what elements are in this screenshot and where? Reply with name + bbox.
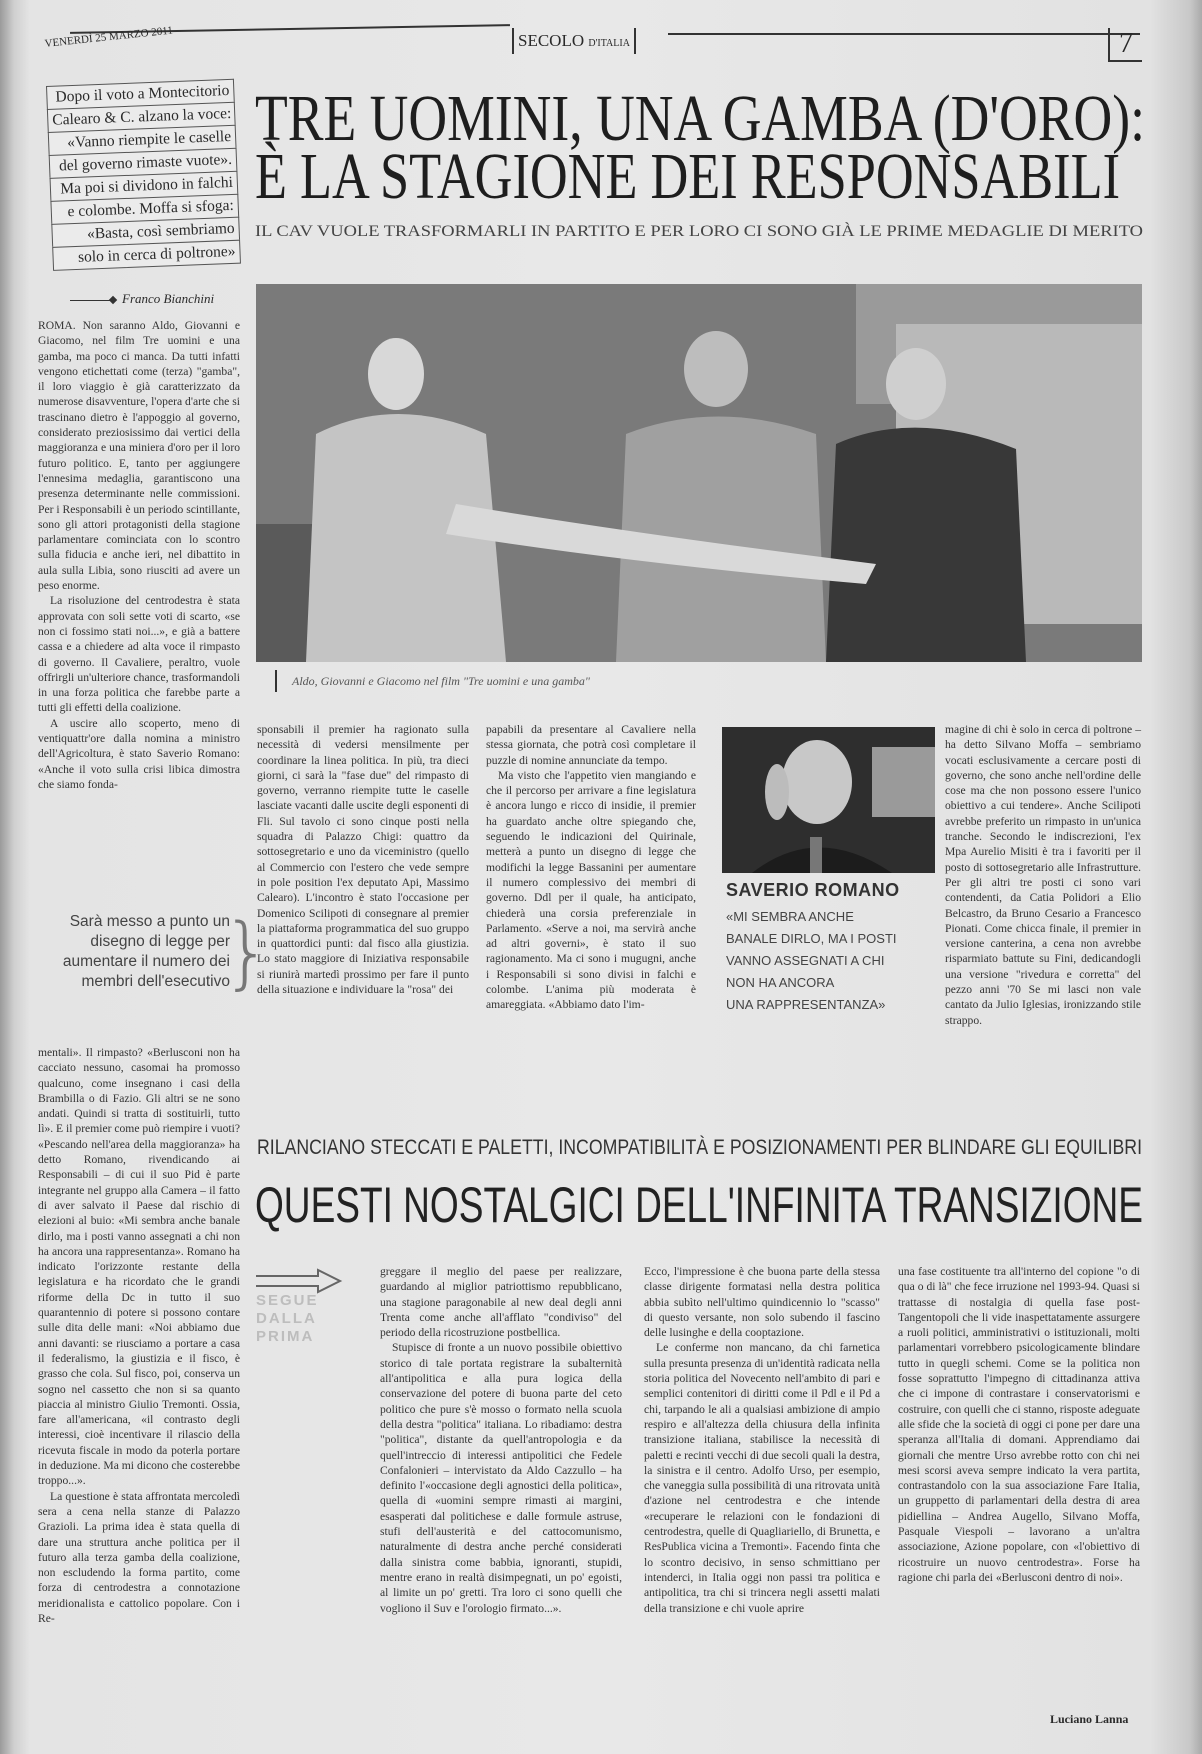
paragraph: A uscire allo scoperto, meno di ventiquattr'ore dalla nomina a ministro dell'Agricoltura, è stato Saverio Romano: «Anche il voto sulla crisi libica dimostra che siamo fonda-	[38, 716, 240, 791]
segue-line: PRIMA	[256, 1328, 315, 1345]
article2-column-3	[898, 1264, 1140, 1709]
sidebar-name: SAVERIO ROMANO	[726, 880, 900, 900]
strap-line: del governo rimaste vuote».	[49, 148, 238, 178]
paragraph: sponsabili il premier ha ragionato sulla necessità di vedersi mensilmente per coordinare la linea politica. In più, tra dieci giorni, ci sarà la "fase due" del rimpasto di governo, verranno riempite tutte le caselle lasciate vacanti dalle uscite degli esponenti di Fli. Sul tavolo ci sono cinque posti nella squadra di Palazzo Chigi: quattro da sottosegretario e uno da viceministro (quello al Commercio con l'estero che vede sempre in pole position l'ex deputato Api, Massimo Calearo). L'incontro è stato l'occasione per Domenico Scilipoti di consegnare al premier la piattaforma programmatica del suo gruppo in quattordici punti: dal fisco alla giustizia. Lo stato maggiore di Iniziativa responsabile si riunirà martedì prossimo per fare il punto della situazione e individuare la "rosa" dei	[257, 723, 469, 997]
sidebar-quote-line: «MI SEMBRA ANCHE	[726, 909, 854, 924]
sidebar-quote-line: NON HA ANCORA	[726, 975, 835, 990]
article2-author: Luciano Lanna	[1050, 1712, 1129, 1726]
article-column-3	[486, 722, 696, 1072]
paragraph: Le conferme non mancano, da chi farnetica sulla presunta presenza di un'identità radicata nella storia politica del Novecento nell'ambito di pari e semplici contenitori di diritti come il Pdl e il Pd a chi, tarpando le ali a qualsiasi ambizione di ampio respiro e all'altezza della chiusura della infinita transizione italiana, stabilisce la necessità di paletti e recinti vecchi di due secoli quali la destra, la sinistra e il centro. Adolfo Urso, per esempio, che vaneggia sulla possibilità di una ritrovata unità d'azione nel centrodestra e che intende «recuperare le relazioni con le fondazioni di centrodestra, quelle di Quagliariello, di Brunetta, e ResPublica vicina a Tremonti». Facendo finta che lo scontro decisivo, in senso schmittiano per intenderci, in Italia oggi non passi tra politica e antipolitica, tra chi si trincera negli assetti malati della transizione e chi vuole aprire	[644, 1341, 880, 1615]
newspaper-name-suffix: D'ITALIA	[588, 38, 630, 49]
sidebar-quote-line: UNA RAPPRESENTANZA»	[726, 997, 886, 1012]
paragraph: La risoluzione del centrodestra è stata approvata con soli sette voti di scarto, «se non ci fossimo stati noi...», e già a battere cassa e a chiedere ad alta voce il rimpasto di governo. Il Cavaliere, peraltro, vuole offrirgli un'ulteriore chance, trasformandoli in una forza politica che farebbe parte a tutti gli effetti della coalizione.	[38, 594, 240, 715]
article-strap	[46, 79, 241, 271]
article-author: Franco Bianchini	[122, 291, 215, 306]
article2-column-2	[644, 1264, 880, 1724]
caption-rule	[275, 670, 277, 692]
paragraph: Ecco, l'impressione è che buona parte della stessa classe dirigente formatasi nella destra politica abbia subìto nell'ultimo quindicennio lo "scasso" di questo versante, non solo subendo il fascino delle lusinghe e della cooptazione.	[644, 1265, 880, 1340]
newspaper-name	[512, 28, 636, 54]
paragraph: La questione è stata affrontata mercoledì sera a cena nella stanze di Palazzo Grazioli. La prima idea è stata quella di dare una struttura anche politica per il futuro alla terza gamba della coalizione, non escludendo la forma partito, come forza di centrodestra a connotazione meridionalista e cattolico popolare. Con i Re-	[38, 1489, 240, 1625]
article-subtitle: IL CAV VUOLE TRASFORMARLI IN PARTITO E PER LORO CI SONO GIÀ LE PRIME MEDAGLIE DI MERITO	[255, 223, 1025, 240]
article-column-1-top	[38, 318, 240, 903]
saverio-romano-photo	[722, 727, 935, 873]
segue-line: SEGUE	[256, 1292, 319, 1309]
article-column-4	[945, 722, 1141, 1072]
diamond-icon	[109, 296, 117, 304]
portrait-illustration	[722, 727, 935, 873]
strap-line: e colombe. Moffa si sfoga:	[50, 194, 239, 224]
film-still-photo	[256, 284, 1142, 662]
brace-icon: }	[222, 908, 272, 998]
page-number: 7	[1108, 28, 1142, 62]
article-column-2	[257, 722, 469, 1072]
article-headline	[255, 80, 1150, 250]
byline-rule	[70, 300, 110, 301]
strap-line: solo in cerca di poltrone»	[52, 240, 241, 271]
article2-column-1	[380, 1264, 622, 1724]
article2-headline: QUESTI NOSTALGICI DELL'INFINITA TRANSIZIONE	[255, 1177, 1143, 1233]
strap-line: Ma poi si dividono in falchi	[50, 171, 239, 201]
strap-line: «Vanno riempite le caselle	[48, 125, 237, 155]
segue-line: DALLA	[256, 1310, 317, 1327]
paragraph: papabili da presentare al Cavaliere nella stessa giornata, che potrà così completare il puzzle di nomine annunciate da tempo.	[486, 723, 696, 767]
strap-line: Dopo il voto a Montecitorio	[46, 79, 235, 109]
strap-line: «Basta, così sembriamo	[51, 217, 240, 247]
sidebar-quote-line: VANNO ASSEGNATI A CHI	[726, 953, 885, 968]
three-men-photo-illustration	[256, 284, 1142, 662]
sidebar-quote	[726, 906, 936, 1016]
article2-kicker: RILANCIANO STECCATI E PALETTI, INCOMPATIBILITÀ E POSIZIONAMENTI PER BLINDARE GLI EQUILIBRI	[257, 1136, 1142, 1159]
sidebar-quote-line: BANALE DIRLO, MA I POSTI	[726, 931, 897, 946]
newspaper-name-main: SECOLO	[518, 31, 585, 50]
header-rule-right	[668, 33, 1140, 35]
paragraph: magine di chi è solo in cerca di poltrone – ha detto Silvano Moffa – sembriamo vocati esclusivamente a cercare posti di governo, che sono anche nell'ordine delle cose ma che non possono essere l'unico obiettivo a cui tendere». Anche Scilipoti avrebbe preferito un rimpasto in un'unica tranche. Secondo le indiscrezioni, l'ex Mpa Aurelio Misiti è tra i favoriti per il posto di sottosegretario alle Infrastrutture. Per gli altri tre posti ci sono vari contendenti, da Catia Polidori a Elio Belcastro, da Bruno Cesario a Francesco Pionati. Come chicca finale, il premier in versione canterina, a cena non avrebbe risparmiato battute su Fini, dedicandogli una versione "rivedura e corretta" del pezzo anni '70 Se mi lasci non vale cantato da Julio Iglesias, ironizzando stile strappo.	[945, 723, 1141, 1027]
headline-line-1: TRE UOMINI, UNA GAMBA (D'ORO):	[255, 82, 1145, 155]
strap-line: Calearo & C. alzano la voce:	[47, 102, 236, 132]
paragraph: Ma visto che l'appetito vien mangiando e che il percorso per arrivare a fine legislatura è ancora lungo e ricco di insidie, il premier ha guardato anche oltre spiegando che, seguendo le indicazioni del Quirinale, metterà a punto un disegno di legge che modifichi la legge Bassanini per aumentare il numero complessivo dei membri di governo. Ddl per il quale, ha anticipato, chiederà una corsia preferenziale in Parlamento. «Serve a noi, ma servirà anche ad altri governi», è stato il suo ragionamento. Ma ci sono i mugugni, anche i Responsabili si sono divisi in falchi e colombe. L'anima più moderata è amareggiata. «Abbiamo dato l'im-	[486, 768, 696, 1012]
headline-line-2: È LA STAGIONE DEI RESPONSABILI	[255, 140, 1120, 213]
paragraph: Stupisce di fronte a un nuovo possibile obiettivo storico di tale portata registrare la subalternità all'antipolitica e alla pura logica della conservazione del potere di buona parte del ceto politico che pure s'è mosso o formato nella scuola della destra "politica" italiana. Lo ribadiamo: destra "politica", distante da quell'antropologia e da quell'intreccio di interessi antipolitici che Fedele Confalonieri – intervistato da Aldo Cazzullo – ha definito l'«occasione degli agnostici della politica», quella di «uomini sempre rimasti ai margini, esasperati dal politichese e dalle formule astruse, stufi dell'austerità e del cattocomunismo, naturalmente di destra anche perché considerati dalla sinistra come babbia, ignoranti, stupidi, mentre erano in realtà disimpegnati, un po' egoisti, al limite un po' gretti. Tra loro ci sono quelli che vogliono il Suv e l'orologio firmato...».	[380, 1341, 622, 1615]
issue-date: VENERDÌ 25 MARZO 2011	[44, 24, 174, 50]
paragraph: mentali». Il rimpasto? «Berlusconi non ha cacciato nessuno, casomai ha promosso qualcuno, come insegnano i casi della Brambilla o di Fazio. Gli altri se ne sono andati. Quindi si tratta di sostituirli, tutto lì». E il premier come può riempire i vuoti? «Pescando nell'area della maggioranza» ha detto Romano, rivendicando ai Responsabili – di cui il suo Pid è parte integrante nel gruppo alla Camera – il fatto di aver salvato il Paese dal rischio di elezioni al buio: «Mi sembra anche banale dirlo, ma i posti vanno assegnati a chi non ha ancora una rappresentanza». Romano ha indicato l'orizzonte restante della legislatura e ha ricordato che le grandi riforme della Dc in tutto il suo quarantennio di potere si possono contare sulle dita delle mani: «Noi abbiamo due anni davanti: se riusciamo a portare a casa il federalismo, la giustizia e il fisco, è grasso che cola. Sul fisco, poi, conserva un sogno nel cassetto che non si sa quanto piaccia al ministro Giulio Tremonti. Ossia, fare all'americana, «il contrasto degli interessi, cioè incentivare il rilascio della ricevuta fiscale in modo da poterla portare in deduzione. Ma mi dicono che costerebbe troppo...».	[38, 1046, 240, 1488]
paragraph: ROMA. Non saranno Aldo, Giovanni e Giacomo, nel film Tre uomini e una gamba, ma poco ci manca. Da tutti infatti vengono etichettati come (terza) "gamba", il loro viaggio è già caratterizzato da numerose disavventure, l'opera d'arte che si trascinano dietro è l'appoggio al governo, considerato preziosissimo dai vertici della maggioranza e una miniera d'oro per il loro futuro politico. E, tanto per aggiungere l'ennesima medaglia, garantiscono una presenza determinante nelle commissioni. Per i Responsabili è un periodo scintillante, sono gli attori protagonisti della stagione parlamentare cominciata con lo scontro sulla fiducia e anche ieri, nel dibattito in aula sulla Libia, sono riusciti ad avere un peso enorme.	[38, 319, 240, 593]
pull-quote: Sarà messo a punto un disegno di legge per aumentare il numero dei membri dell'esecutivo	[62, 913, 230, 990]
arrow-right-icon	[256, 1268, 351, 1294]
article-column-1-bottom	[38, 1045, 240, 1725]
article2-heading	[255, 1128, 1145, 1238]
photo-caption: Aldo, Giovanni e Giacomo nel film "Tre uomini e una gamba"	[292, 674, 590, 688]
paragraph: una fase costituente tra all'interno del copione "o di qua o di là" che fece irruzione nel 1993-94. Quasi si trattasse di nostalgia di quella fase post-Tangentopoli che li vide inaspettatamente assurgere a ruoli politici, amministrativi o istituzionali, molti parlamentari vorrebbero psicologicamente blindare tutto in quegli schemi. Come se la politica non fosse soprattutto l'impegno di cittadinanza attiva che ci impone di contrastare i conservatorismi e costruire, con quelli che ci stanno, risposte adeguate alle sfide che la società di oggi ci pone per dare una speranza all'Italia di domani. Apprendiamo dai giornali che mentre Urso avrebbe rotto con chi nei mesi scorsi aveva sempre indicato la vera partita, contrastandolo con la sua associazione Fare Italia, un gruppetto di parlamentari della destra di area pidiellina – Andrea Augello, Silvano Moffa, Pasquale Viespoli – lavorano a un'altra associazione, Azione popolare, con «l'obiettivo di ricostruire un nuovo centrodestra». Forse ha ragione chi parla dei «Berlusconi dentro di noi».	[898, 1265, 1140, 1584]
paragraph: greggare il meglio del paese per realizzare, guardando al miglior patriottismo repubblicano, una stagione paragonabile al new deal degli anni Trenta come anche all'afflato "condiviso" del periodo della ricostruzione postbellica.	[380, 1265, 622, 1340]
segue-dalla-prima	[256, 1292, 319, 1346]
